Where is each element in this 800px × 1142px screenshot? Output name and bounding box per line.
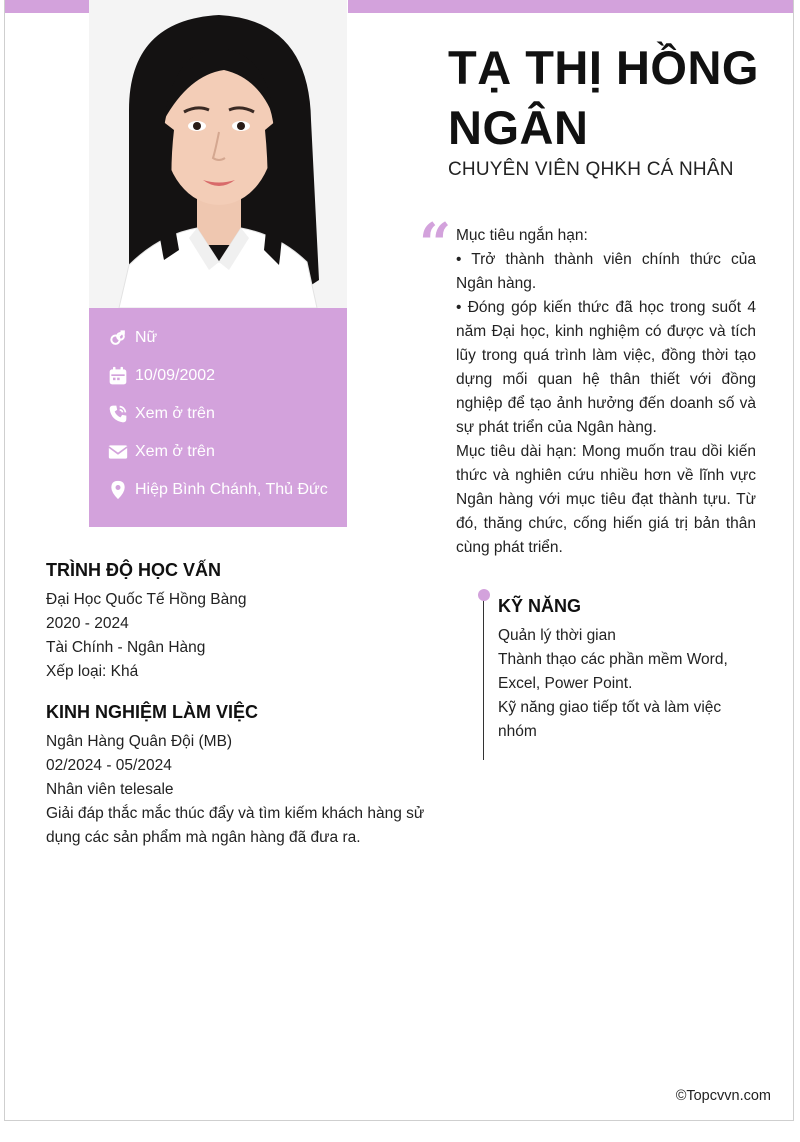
info-phone <box>89 395 347 433</box>
info-address <box>89 471 347 509</box>
skills-section <box>498 594 748 744</box>
phone-icon <box>107 403 129 425</box>
objective-line: • Trở thành thành viên chính thức của Ngân hàng. <box>456 251 756 292</box>
info-birthday <box>89 357 347 395</box>
objective-line: Mục tiêu dài hạn: Mong muốn trau dồi kiến thức và nghiên cứu nhiều hơn về lĩnh vực Ngân hàng với mục tiêu đạt thành tựu. Từ đó, thăng chức, cống hiến giá trị bản thân cùng phát triển. <box>456 443 756 556</box>
personal-info-panel <box>89 308 347 527</box>
candidate-name: TẠ THỊ HỒNG NGÂN <box>448 41 759 154</box>
gender-text: Nữ <box>135 329 158 346</box>
education-period: 2020 - 2024 <box>46 615 129 632</box>
quote-icon: “ <box>419 211 452 277</box>
experience-description: Giải đáp thắc mắc thúc đẩy và tìm kiếm khách hàng sử dụng các sản phẩm mà ngân hàng đã đưa ra. <box>46 805 425 846</box>
skill-item: Kỹ năng giao tiếp tốt và làm việc nhóm <box>498 699 722 740</box>
job-title: CHUYÊN VIÊN QHKH CÁ NHÂN <box>448 159 734 180</box>
education-section <box>46 558 431 684</box>
career-objective <box>456 224 756 560</box>
skill-item: Quản lý thời gian <box>498 627 616 644</box>
education-title: TRÌNH ĐỘ HỌC VẤN <box>46 560 221 580</box>
gender-icon <box>107 327 129 349</box>
top-accent-bar-left <box>5 0 89 13</box>
education-school: Đại Học Quốc Tế Hồng Bàng <box>46 591 247 608</box>
footer-copyright: ©Topcvvn.com <box>675 1088 771 1104</box>
calendar-icon <box>107 365 129 387</box>
experience-company: Ngân Hàng Quân Đội (MB) <box>46 733 233 750</box>
birthday-text: 10/09/2002 <box>135 367 216 384</box>
profile-photo-illustration <box>89 0 347 308</box>
experience-section <box>46 700 431 850</box>
info-gender <box>89 319 347 357</box>
left-column <box>46 558 431 850</box>
envelope-icon <box>107 441 129 463</box>
experience-period: 02/2024 - 05/2024 <box>46 757 172 774</box>
profile-photo <box>89 0 347 308</box>
cv-page <box>4 0 794 1121</box>
skills-timeline-dot <box>478 589 490 601</box>
info-email <box>89 433 347 471</box>
skill-item: Thành thạo các phần mềm Word, Excel, Power Point. <box>498 651 728 692</box>
experience-position: Nhân viên telesale <box>46 781 174 798</box>
location-pin-icon <box>107 479 129 501</box>
address-text: Hiệp Bình Chánh, Thủ Đức <box>135 481 328 498</box>
skills-title: KỸ NĂNG <box>498 596 582 616</box>
email-text: Xem ở trên <box>135 443 215 460</box>
education-grade: Xếp loại: Khá <box>46 663 139 680</box>
education-major: Tài Chính - Ngân Hàng <box>46 639 206 656</box>
skills-timeline-line <box>483 594 484 760</box>
objective-line: • Đóng góp kiến thức đã học trong suốt 4 năm Đại học, kinh nghiệm có được và tích lũy trong quá trình làm việc, đồng thời tạo dựng mối quan hệ thân thiết với đồng nghiệp để tạo ảnh hưởng đến doanh số và sự phát triển của Ngân hàng. <box>456 299 756 436</box>
objective-line: Mục tiêu ngắn hạn: <box>456 227 588 244</box>
experience-title: KINH NGHIỆM LÀM VIỆC <box>46 702 259 722</box>
phone-text: Xem ở trên <box>135 405 215 422</box>
top-accent-bar-right <box>348 0 794 13</box>
